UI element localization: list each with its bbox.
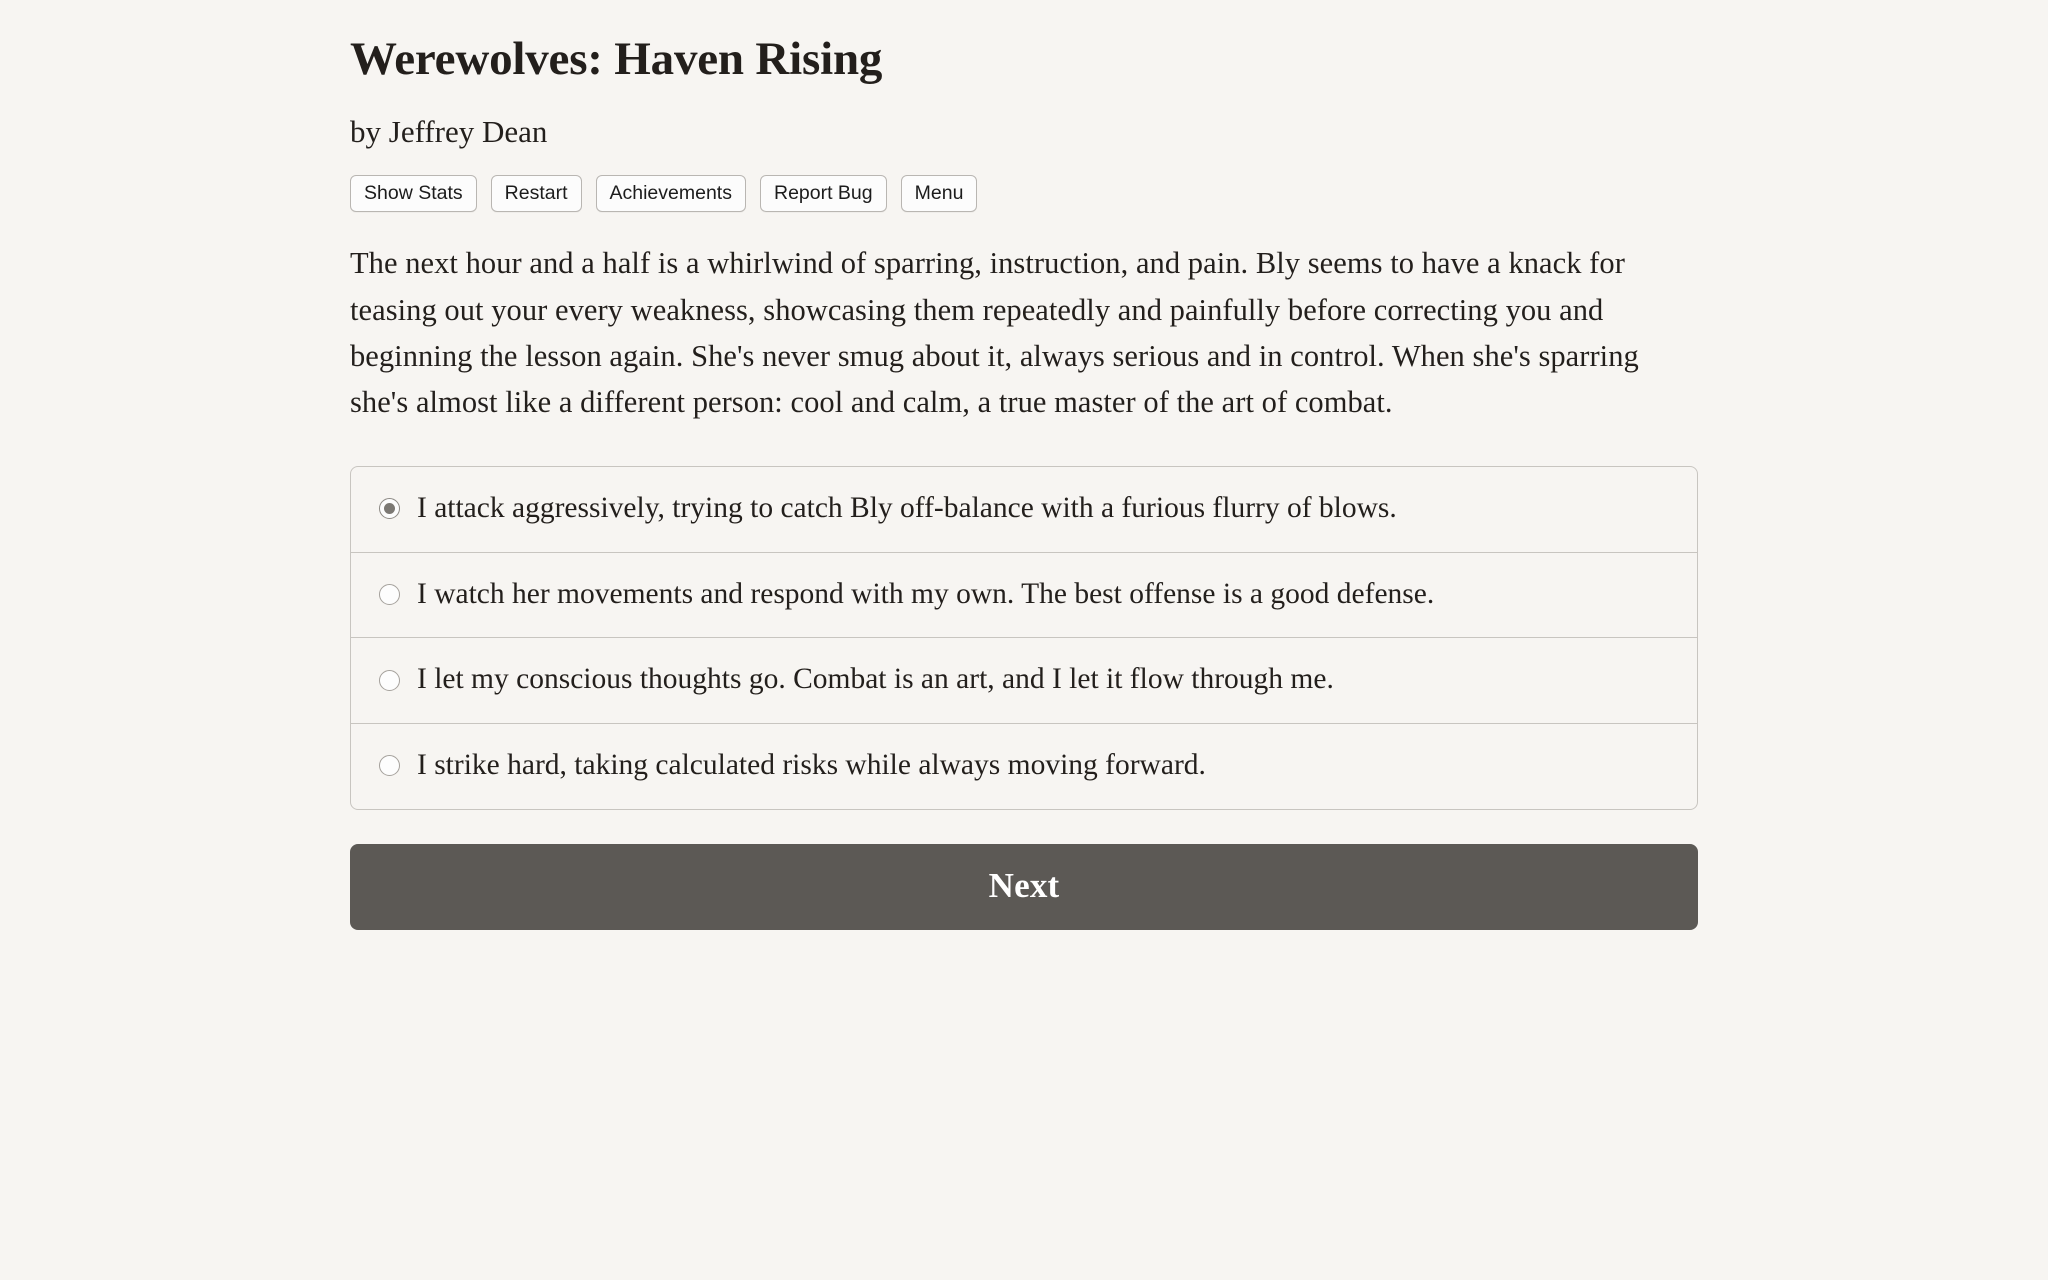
choice-label: I let my conscious thoughts go. Combat is an art, and I let it flow through me. [417, 663, 1334, 696]
menu-button[interactable]: Menu [901, 175, 978, 212]
restart-button[interactable]: Restart [491, 175, 582, 212]
story-text: The next hour and a half is a whirlwind of sparring, instruction, and pain. Bly seems to have a knack for teasing out your every weakness, showcasing them repeatedly and painfully before correcting you and beginning the lesson again. She's never smug about it, always serious and in control. When she's sparring she's almost like a different person: cool and calm, a true master of the art of combat. [350, 246, 1639, 420]
choice-option-4[interactable] [351, 724, 1697, 809]
page-title: Werewolves: Haven Rising [350, 33, 883, 85]
choice-option-1[interactable] [351, 467, 1697, 553]
choice-option-3[interactable] [351, 638, 1697, 724]
choice-list [350, 466, 1698, 810]
choice-label: I attack aggressively, trying to catch Bly off-balance with a furious flurry of blows. [417, 491, 1397, 524]
author-byline: by Jeffrey Dean [350, 113, 548, 149]
show-stats-button[interactable]: Show Stats [350, 175, 477, 212]
choice-label: I strike hard, taking calculated risks while always moving forward. [417, 749, 1206, 782]
next-button[interactable]: Next [350, 844, 1698, 930]
radio-icon[interactable] [379, 755, 400, 776]
radio-icon[interactable] [379, 670, 400, 691]
game-page [350, 0, 1698, 930]
radio-icon[interactable] [379, 498, 400, 519]
achievements-button[interactable]: Achievements [596, 175, 746, 212]
toolbar [350, 175, 1698, 212]
radio-icon[interactable] [379, 584, 400, 605]
choice-label: I watch her movements and respond with my own. The best offense is a good defense. [417, 577, 1435, 610]
choice-option-2[interactable] [351, 553, 1697, 639]
report-bug-button[interactable]: Report Bug [760, 175, 887, 212]
